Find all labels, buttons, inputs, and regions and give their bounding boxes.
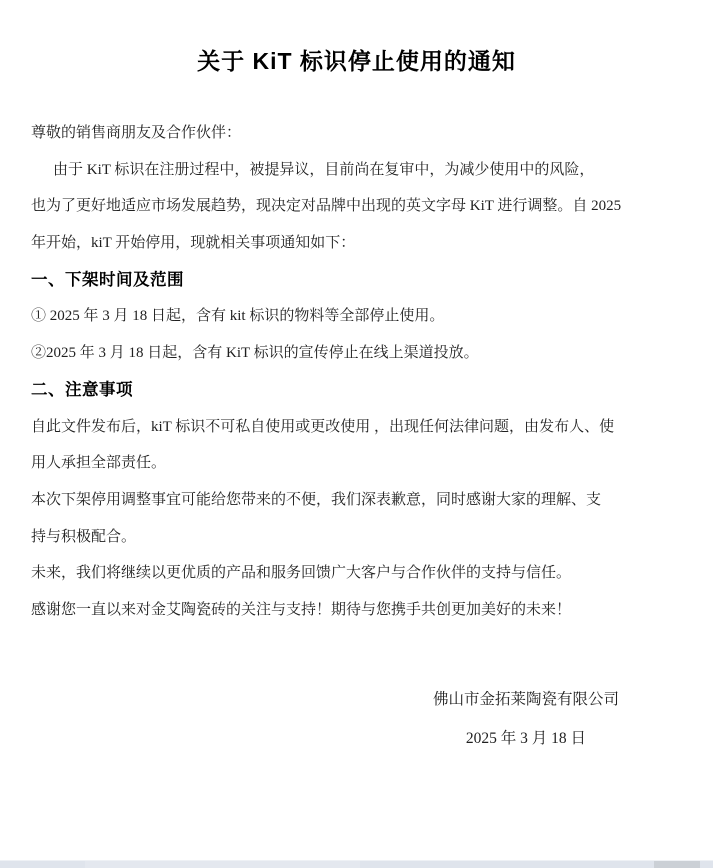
section2-line-3: 本次下架停用调整事宜可能给您带来的不便，我们深表歉意，同时感谢大家的理解、支 — [31, 491, 602, 508]
signature-company: 佛山市金拓莱陶瓷有限公司 — [432, 690, 619, 708]
intro-line-2: 也为了更好地适应市场发展趋势，现决定对品牌中出现的英文字母 KiT 进行调整。自 2025 — [31, 198, 622, 215]
taskbar-item[interactable] — [654, 861, 700, 868]
intro-line-1: 由于 KiT 标识在注册过程中，被提异议，目前尚在复审中，为减少使用中的风险， — [53, 161, 595, 178]
section2-heading: 二、注意事项 — [31, 380, 133, 399]
section1-item-2: ②2025 年 3 月 18 日起，含有 KiT 标识的宣传停止在线上渠道投放。 — [31, 345, 479, 362]
section2-line-6: 感谢您一直以来对金艾陶瓷砖的关注与支持！期待与您携手共创更加美好的未来！ — [31, 601, 572, 618]
signature-date: 2025 年 3 月 18 日 — [465, 729, 587, 747]
salutation-line: 尊敬的销售商朋友及合作伙伴： — [31, 125, 242, 141]
taskbar-edge-segment[interactable] — [85, 861, 360, 868]
notice-body — [31, 115, 682, 758]
taskbar-edge[interactable] — [0, 860, 713, 868]
section2-line-1: 自此文件发布后，kiT 标识不可私自使用或更改使用 ，出现任何法律问题，由发布人、使 — [31, 418, 615, 435]
section2-line-4: 持与积极配合。 — [31, 528, 137, 545]
section1-item-1: ① 2025 年 3 月 18 日起，含有 kit 标识的物料等全部停止使用。 — [31, 308, 445, 325]
intro-line-3: 年开始，kiT 开始停用，现就相关事项通知如下： — [31, 235, 356, 252]
notice-title: 关于 KiT 标识停止使用的通知 — [197, 48, 516, 74]
section2-line-5: 未来，我们将继续以更优质的产品和服务回馈广大客户与合作伙伴的支持与信任。 — [31, 565, 572, 582]
signature-block — [330, 680, 713, 758]
section1-heading: 一、下架时间及范围 — [31, 270, 184, 289]
section2-line-2: 用人承担全部责任。 — [31, 455, 167, 472]
